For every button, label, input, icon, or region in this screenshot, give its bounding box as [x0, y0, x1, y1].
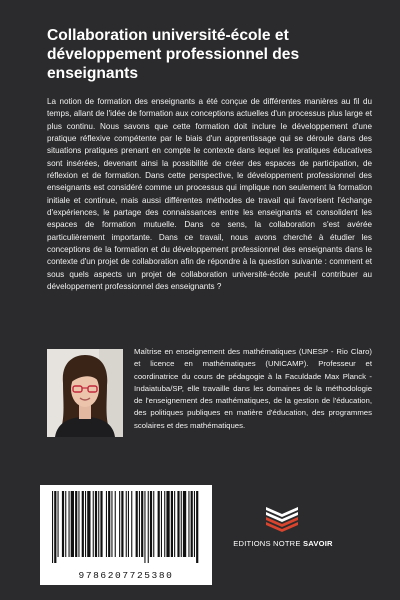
book-title: Collaboration université-école et développement professionnel des enseignants	[47, 27, 300, 82]
isbn-number: 9786207725380	[78, 570, 174, 581]
author-photo	[47, 349, 123, 437]
publisher-name	[224, 539, 342, 548]
publisher-name-bold: SAVOIR	[302, 539, 333, 548]
book-abstract: La notion de formation des enseignants a été conçue de différentes manières au fil du temps, allant de l'idée de formation aux conceptions actuelles d'un processus plus large et plus continu. Nous savons que cette formation doit inclure le développement d'une pratique réflexive compétente par le biais d'un apprentissage qui se déroule dans des situations pratiques prenant en compte le contexte dans lequel les pratiques éducatives sont insérées, devenant ainsi la possibilité de créer des espaces de participation, de réflexion et de formation. Dans cette perspective, le développement professionnel des enseignants est considéré comme un processus qui implique non seulement la formation initiale et continue, mais aussi différentes méthodes de travail qui favorisent l'échange d'expériences, le partage des connaissances entre les enseignants et consolident les espaces de formation mutuelle. Dans ce sens, la collaboration s'est avérée particulièrement importante. Dans ce travail, nous avons cherché à étudier les conceptions de la formation et du développement professionnel des enseignants dans le contexte d'un projet de collaboration afin de répondre à la question suivante : comment et sous quels aspects un projet de collaboration université-école peut-il contribuer au développement professionnel des enseignants ?	[47, 97, 372, 292]
barcode-bars	[48, 491, 204, 563]
publisher-name-prefix: EDITIONS NOTRE	[233, 539, 303, 548]
isbn-barcode	[40, 485, 212, 585]
publisher-logo	[262, 502, 302, 534]
author-bio: Maîtrise en enseignement des mathématiques (UNESP - Rio Claro) et licence en mathématiques (UNICAMP). Professeur et coordinatrice du cours de pédagogie à la Faculdade Max Planck - Indaiatuba/SP, elle travaille dans les domaines de la méthodologie de l'enseignement des mathématiques, de la gestion de l'éducation, des politiques publiques en matière d'éducation, des programmes scolaires et des mathématiques.	[134, 347, 372, 430]
